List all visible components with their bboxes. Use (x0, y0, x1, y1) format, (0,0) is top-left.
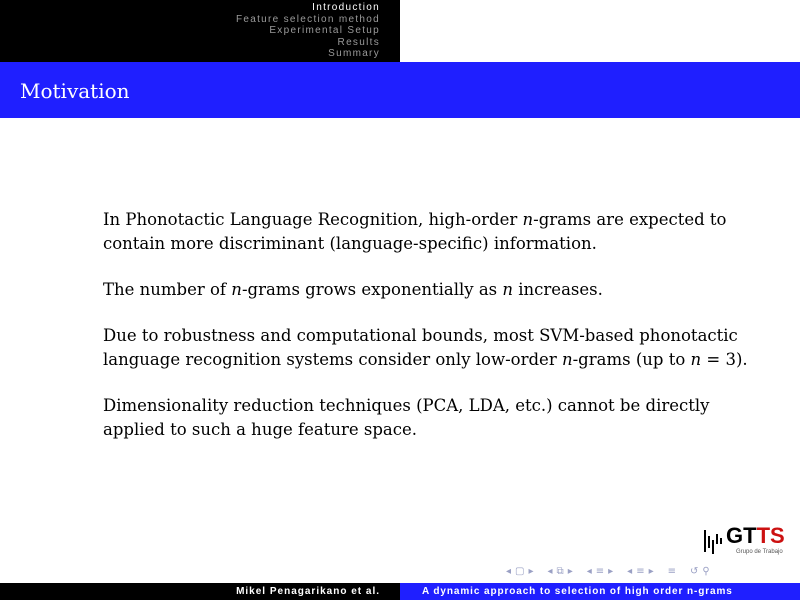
body-paragraph (103, 208, 753, 256)
header-nav-bar (0, 0, 400, 62)
nav-doc-icon[interactable]: ≡ (636, 565, 645, 577)
nav-next-subsection-icon[interactable]: ▸ (567, 565, 573, 577)
nav-menu-icon[interactable]: ≡ (667, 565, 677, 577)
math-variable: n (231, 280, 242, 299)
logo-tagline: Grupo de Trabajo (736, 549, 783, 555)
logo-waveform-icon (702, 526, 726, 556)
nav-section-summary[interactable]: Summary (328, 48, 380, 59)
body-paragraph (103, 394, 753, 442)
paragraph-text: -grams (up to (572, 350, 691, 369)
header-right-area (400, 0, 800, 62)
nav-back-icon[interactable]: ↺ (690, 565, 699, 577)
gtts-logo (702, 522, 794, 560)
nav-prev-doc-icon[interactable]: ◂ (627, 565, 633, 577)
paragraph-text: = 3). (701, 350, 748, 369)
math-variable: n (522, 210, 534, 229)
logo-wordmark: GTTS (726, 523, 785, 548)
nav-prev-subsection-icon[interactable]: ◂ (547, 565, 553, 577)
nav-section-feature-selection[interactable]: Feature selection method (235, 13, 380, 25)
nav-frame-icon[interactable]: ▢ (515, 565, 525, 577)
paragraph-text: Due to robustness and computational bounds, most SVM-based phonotactic language recognition systems consider only low-order (103, 326, 738, 369)
paragraph-text: The number of (103, 280, 232, 299)
footer-presentation-title: A dynamic approach to selection of high order n-grams (400, 583, 800, 600)
nav-search-icon[interactable]: ⚲ (702, 565, 710, 577)
body-paragraph (103, 278, 753, 302)
footer-author: Mikel Penagarikano et al. (0, 583, 400, 600)
math-variable: n (690, 350, 702, 369)
paragraph-text: Dimensionality reduction techniques (PCA, LDA, etc.) cannot be directly applied to such a huge feature space. (103, 396, 710, 439)
nav-next-section-icon[interactable]: ▸ (608, 565, 614, 577)
math-variable: n (561, 350, 573, 369)
nav-section-experimental-setup[interactable]: Experimental Setup (269, 25, 380, 36)
nav-section-introduction[interactable]: Introduction (312, 2, 380, 13)
nav-section-icon[interactable]: ≡ (595, 565, 605, 577)
slide-body (103, 208, 753, 464)
nav-next-frame-icon[interactable]: ▸ (528, 565, 534, 577)
body-paragraph (103, 324, 753, 372)
nav-prev-frame-icon[interactable]: ◂ (506, 565, 512, 577)
paragraph-text: -grams grows exponentially as (241, 280, 503, 299)
nav-next-doc-icon[interactable]: ▸ (648, 565, 654, 577)
nav-subsection-icon[interactable]: ⧉ (556, 565, 564, 577)
section-navigation (236, 2, 380, 60)
nav-section-results[interactable]: Results (337, 36, 380, 48)
math-variable: n (502, 280, 514, 299)
frame-title: Motivation (20, 79, 130, 103)
beamer-navigation-symbols (506, 563, 710, 579)
paragraph-text: In Phonotactic Language Recognition, high-order (103, 210, 523, 229)
paragraph-text: -grams are expected to contain more discriminant (language-specific) information. (103, 210, 727, 253)
paragraph-text: increases. (513, 280, 603, 299)
nav-prev-section-icon[interactable]: ◂ (586, 565, 592, 577)
